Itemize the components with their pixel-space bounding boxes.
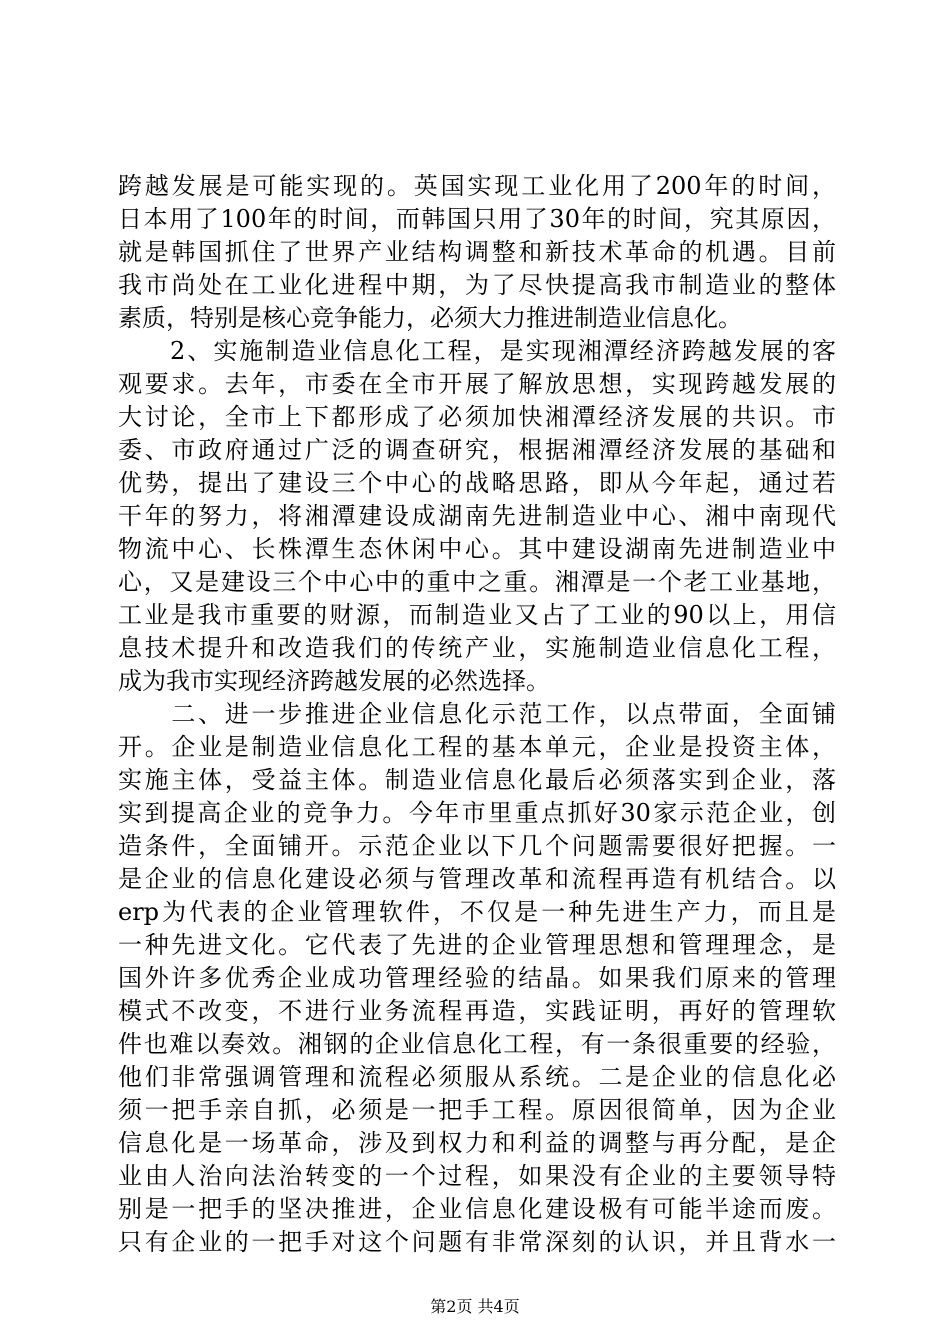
text-line: 业由人治向法治转变的一个过程，如果没有企业的主要领导特 [118,1162,836,1190]
text-line: 一种先进文化。它代表了先进的企业管理思想和管理理念，是 [118,931,836,959]
text-line: 素质，特别是核心竞争能力，必须大力推进制造业信息化。 [118,304,742,332]
text-line: 国外许多优秀企业成功管理经验的结晶。如果我们原来的管理 [118,964,836,992]
text-line: 2、实施制造业信息化工程，是实现湘潭经济跨越发展的客 [118,337,836,365]
body-text [118,170,836,1259]
text-line: 二、进一步推进企业信息化示范工作，以点带面，全面铺 [118,700,836,728]
text-line: 我市尚处在工业化进程中期，为了尽快提高我市制造业的整体 [118,271,836,299]
text-line: 造条件，全面铺开。示范企业以下几个问题需要很好把握。一 [118,832,836,860]
text-line: 大讨论，全市上下都形成了必须加快湘潭经济发展的共识。市 [118,403,836,431]
text-line: 别是一把手的坚决推进，企业信息化建设极有可能半途而废。 [118,1195,836,1223]
text-line: 实到提高企业的竞争力。今年市里重点抓好30家示范企业，创 [118,799,836,827]
text-line: 是企业的信息化建设必须与管理改革和流程再造有机结合。以 [118,865,836,893]
text-line: 实施主体，受益主体。制造业信息化最后必须落实到企业，落 [118,766,836,794]
text-line: 息技术提升和改造我们的传统产业，实施制造业信息化工程， [118,634,836,662]
text-line: 优势，提出了建设三个中心的战略思路，即从今年起，通过若 [118,469,836,497]
text-line: 心，又是建设三个中心中的重中之重。湘潭是一个老工业基地， [118,568,836,596]
text-line: 委、市政府通过广泛的调查研究，根据湘潭经济发展的基础和 [118,436,836,464]
text-line: 信息化是一场革命，涉及到权力和利益的调整与再分配，是企 [118,1129,836,1157]
text-line: 观要求。去年，市委在全市开展了解放思想，实现跨越发展的 [118,370,836,398]
text-line: 只有企业的一把手对这个问题有非常深刻的认识，并且背水一 [118,1228,836,1256]
text-line: 物流中心、长株潭生态休闲中心。其中建设湖南先进制造业中 [118,535,836,563]
page-footer: 第2页 共4页 [430,1297,520,1316]
text-line: erp为代表的企业管理软件，不仅是一种先进生产力，而且是 [118,898,836,926]
text-line: 就是韩国抓住了世界产业结构调整和新技术革命的机遇。目前 [118,238,836,266]
text-line: 跨越发展是可能实现的。英国实现工业化用了200年的时间， [118,172,836,200]
text-line: 件也难以奏效。湘钢的企业信息化工程，有一条很重要的经验， [118,1030,836,1058]
text-line: 模式不改变，不进行业务流程再造，实践证明，再好的管理软 [118,997,836,1025]
text-line: 工业是我市重要的财源，而制造业又占了工业的90以上，用信 [118,601,836,629]
text-line: 成为我市实现经济跨越发展的必然选择。 [118,667,550,695]
text-line: 日本用了100年的时间，而韩国只用了30年的时间，究其原因， [118,205,836,233]
text-line: 开。企业是制造业信息化工程的基本单元，企业是投资主体， [118,733,836,761]
text-line: 干年的努力，将湘潭建设成湖南先进制造业中心、湘中南现代 [118,502,836,530]
text-line: 须一把手亲自抓，必须是一把手工程。原因很简单，因为企业 [118,1096,836,1124]
text-line: 他们非常强调管理和流程必须服从系统。二是企业的信息化必 [118,1063,836,1091]
